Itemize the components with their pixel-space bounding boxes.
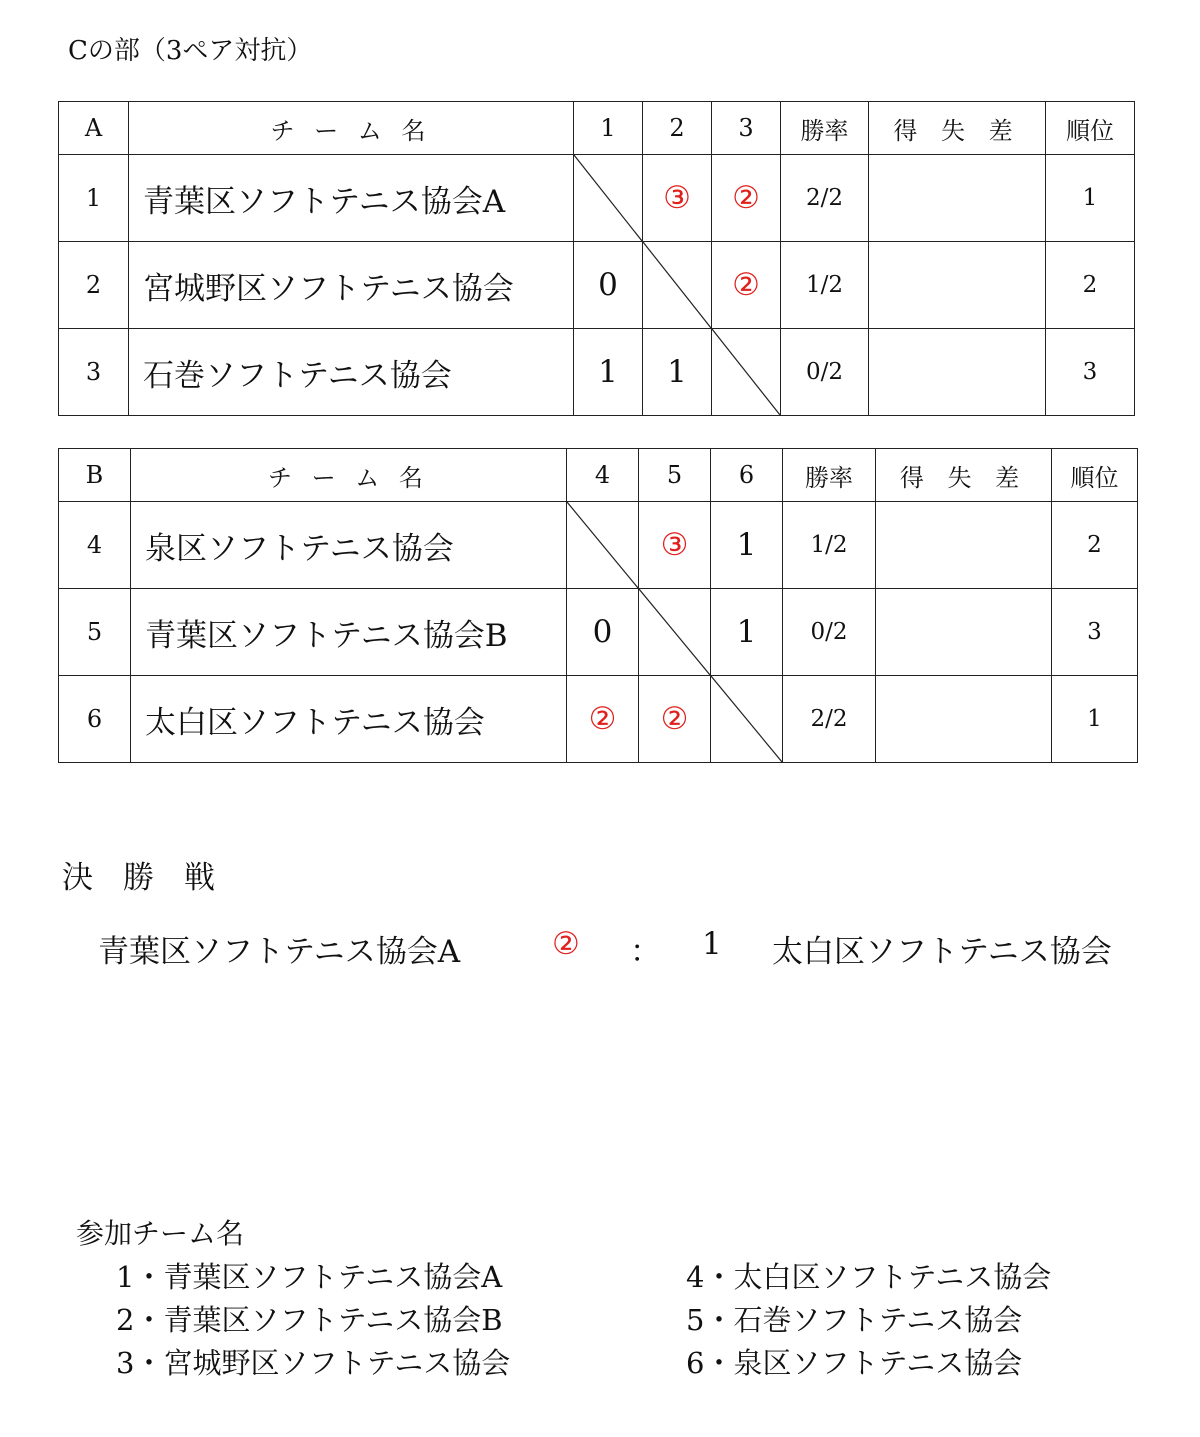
diagonal-cell: [639, 589, 711, 676]
diagonal-line: [567, 502, 638, 588]
team-name-header: チ ー ム 名: [131, 449, 567, 502]
team-name: 石巻ソフトテニス協会: [129, 329, 574, 416]
team-name: 太白区ソフトテニス協会: [131, 676, 567, 763]
diagonal-line: [711, 676, 782, 762]
win-rate: 1/2: [781, 242, 869, 329]
point-diff: [869, 242, 1046, 329]
participants-list-right: [686, 1256, 1051, 1385]
participants-list-left: [116, 1256, 510, 1385]
match-result: 1: [711, 502, 783, 589]
team-number: 3: [59, 329, 129, 416]
win-rate: 1/2: [783, 502, 876, 589]
match-result: 1: [711, 589, 783, 676]
table-row: [59, 676, 1138, 763]
rank: 2: [1052, 502, 1138, 589]
list-item: 3・宮城野区ソフトテニス協会: [116, 1346, 511, 1380]
table-header-row: [59, 102, 1135, 155]
win-rate: 2/2: [781, 155, 869, 242]
team-number: 1: [59, 155, 129, 242]
league-table-b: [58, 448, 1138, 763]
match-result: 1: [643, 329, 712, 416]
team-name: 青葉区ソフトテニス協会A: [129, 155, 574, 242]
point-diff: [869, 155, 1046, 242]
match-result: 1: [574, 329, 643, 416]
opponent-header: 6: [711, 449, 783, 502]
match-result: ③: [639, 502, 711, 589]
team-name: 泉区ソフトテニス協会: [131, 502, 567, 589]
final-team-left: 青葉区ソフトテニス協会A: [98, 934, 461, 970]
diagonal-line: [643, 242, 711, 328]
opponent-header: 4: [567, 449, 639, 502]
table-row: [59, 155, 1135, 242]
team-number: 2: [59, 242, 129, 329]
win-rate: 0/2: [781, 329, 869, 416]
final-heading-char: 決: [62, 860, 93, 896]
section-title: Cの部（3ペア対抗）: [68, 36, 313, 66]
opponent-header: 5: [639, 449, 711, 502]
win-rate-header: 勝率: [783, 449, 876, 502]
team-number: 4: [59, 502, 131, 589]
group-label: B: [59, 449, 131, 502]
rank: 3: [1046, 329, 1135, 416]
table-row: [59, 589, 1138, 676]
final-heading: [62, 852, 245, 897]
match-result: 0: [574, 242, 643, 329]
diff-header: 得 失 差: [876, 449, 1052, 502]
diagonal-cell: [711, 676, 783, 763]
team-name: 宮城野区ソフトテニス協会: [129, 242, 574, 329]
opponent-header: 2: [643, 102, 712, 155]
match-result: ②: [712, 155, 781, 242]
list-item: 5・石巻ソフトテニス協会: [686, 1303, 1023, 1337]
opponent-header: 1: [574, 102, 643, 155]
team-name-header: チ ー ム 名: [129, 102, 574, 155]
participants-title: 参加チーム名: [76, 1217, 245, 1250]
point-diff: [876, 676, 1052, 763]
win-rate-header: 勝率: [781, 102, 869, 155]
final-heading-char: 戦: [184, 860, 215, 896]
diagonal-cell: [567, 502, 639, 589]
diagonal-line: [712, 329, 780, 415]
team-number: 5: [59, 589, 131, 676]
table-row: [59, 242, 1135, 329]
diagonal-cell: [643, 242, 712, 329]
rank: 1: [1052, 676, 1138, 763]
group-label: A: [59, 102, 129, 155]
list-item: 6・泉区ソフトテニス協会: [686, 1346, 1023, 1380]
list-item: 2・青葉区ソフトテニス協会B: [116, 1303, 503, 1337]
table-row: [59, 329, 1135, 416]
match-result: ③: [643, 155, 712, 242]
table-row: [59, 502, 1138, 589]
rank: 3: [1052, 589, 1138, 676]
point-diff: [876, 502, 1052, 589]
win-rate: 0/2: [783, 589, 876, 676]
final-score-left: ②: [552, 926, 580, 962]
win-rate: 2/2: [783, 676, 876, 763]
point-diff: [869, 329, 1046, 416]
rank: 2: [1046, 242, 1135, 329]
rank-header: 順位: [1052, 449, 1138, 502]
match-result: ②: [567, 676, 639, 763]
team-number: 6: [59, 676, 131, 763]
diagonal-cell: [574, 155, 643, 242]
diagonal-cell: [712, 329, 781, 416]
list-item: 1・青葉区ソフトテニス協会A: [116, 1260, 503, 1294]
list-item: 4・太白区ソフトテニス協会: [686, 1260, 1052, 1294]
diagonal-line: [574, 155, 642, 241]
final-heading-char: 勝: [123, 860, 154, 896]
match-result: 0: [567, 589, 639, 676]
point-diff: [876, 589, 1052, 676]
final-team-right: 太白区ソフトテニス協会: [772, 934, 1112, 970]
rank: 1: [1046, 155, 1135, 242]
rank-header: 順位: [1046, 102, 1135, 155]
league-table-a: [58, 101, 1135, 416]
team-name: 青葉区ソフトテニス協会B: [131, 589, 567, 676]
match-result: ②: [712, 242, 781, 329]
diagonal-line: [639, 589, 710, 675]
match-result: ②: [639, 676, 711, 763]
final-separator: ：: [630, 934, 661, 970]
final-score-right: 1: [702, 926, 722, 962]
table-header-row: [59, 449, 1138, 502]
diff-header: 得 失 差: [869, 102, 1046, 155]
opponent-header: 3: [712, 102, 781, 155]
